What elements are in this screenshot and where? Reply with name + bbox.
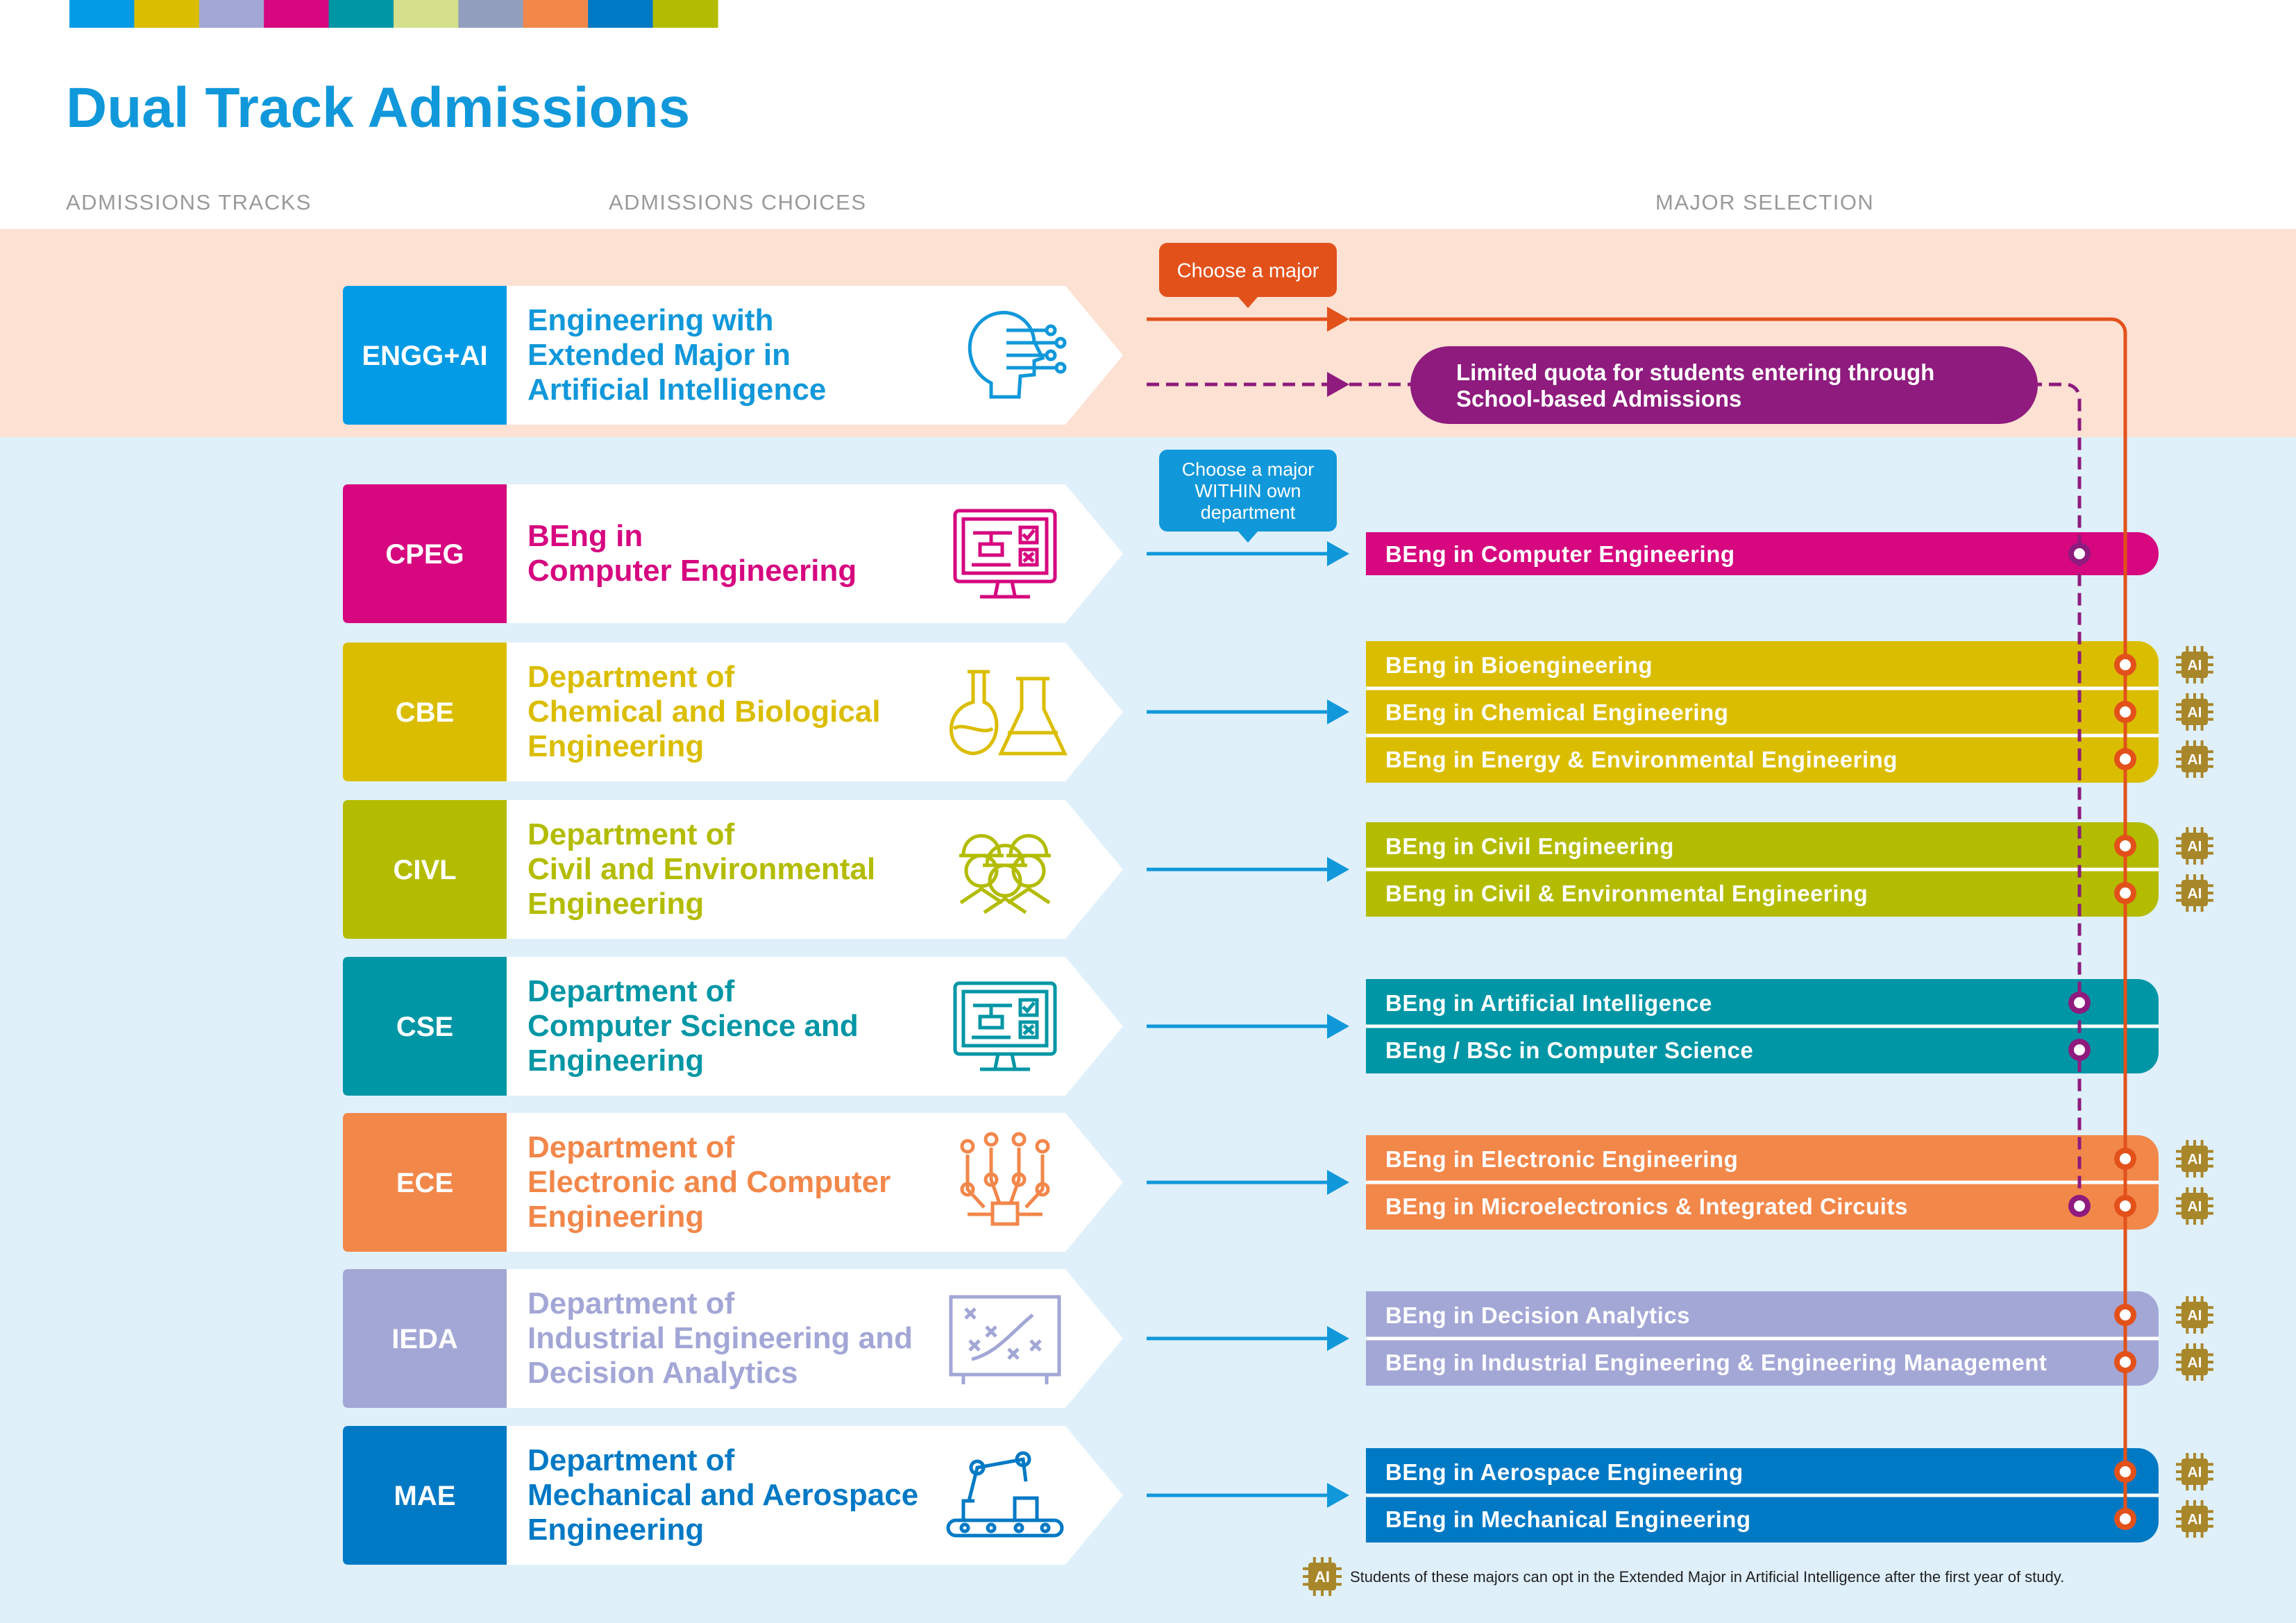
path-node-center <box>2120 887 2131 899</box>
header-admissions-tracks: ADMISSIONS TRACKS <box>66 190 312 214</box>
choice-name-line: Engineering <box>527 1044 704 1078</box>
choice-code: CBE <box>395 697 455 728</box>
choice-name-line: Engineering <box>527 1200 704 1234</box>
choice-code: IEDA <box>391 1324 458 1354</box>
choice-name-line: Mechanical and Aerospace <box>527 1478 919 1512</box>
stripe-segment <box>394 0 459 28</box>
major-name: BEng in Energy & Environmental Engineering <box>1385 747 1898 772</box>
major-name: BEng in Bioengineering <box>1385 652 1653 678</box>
choice-name-line: Department of <box>527 1443 735 1477</box>
major-name: BEng / BSc in Computer Science <box>1385 1037 1754 1063</box>
ai-badge-label: AI <box>2187 838 2202 855</box>
choice-name-line: Civil and Environmental <box>527 852 876 886</box>
choice-code: MAE <box>394 1481 456 1511</box>
stripe-segment <box>523 0 589 28</box>
path-node-center <box>2120 1309 2131 1320</box>
choice-card-cpeg <box>343 484 1123 623</box>
ai-badge-label: AI <box>2187 1354 2202 1371</box>
choice-card-enggai <box>343 286 1123 425</box>
ai-badge-label: AI <box>2187 704 2202 721</box>
stripe-segment <box>199 0 264 28</box>
choice-name-line: Decision Analytics <box>527 1356 798 1390</box>
ai-badge-label: AI <box>2187 657 2202 674</box>
major-name: BEng in Computer Engineering <box>1385 541 1735 567</box>
choice-name-line: Department of <box>527 660 735 694</box>
header-admissions-choices: ADMISSIONS CHOICES <box>609 190 867 214</box>
choice-name-line: Department of <box>527 1286 735 1320</box>
ai-badge-label: AI <box>2187 1151 2202 1168</box>
choice-name-line: Electronic and Computer <box>527 1165 891 1199</box>
choice-name-line: Engineering <box>527 1513 704 1547</box>
ai-badge-label: AI <box>2187 1198 2202 1215</box>
path-node-center <box>2074 548 2085 559</box>
path-node-center <box>2074 997 2085 1008</box>
stripe-segment <box>264 0 329 28</box>
choice-name-line: Artificial Intelligence <box>527 373 827 407</box>
choice-name-line: Engineering with <box>527 303 774 337</box>
major-name: BEng in Civil Engineering <box>1385 833 1674 859</box>
choice-name-line: Engineering <box>527 729 704 763</box>
major-name: BEng in Decision Analytics <box>1385 1302 1691 1328</box>
path-node-center <box>2120 706 2131 717</box>
header-major-selection: MAJOR SELECTION <box>1655 190 1875 214</box>
stripe-segment <box>329 0 394 28</box>
ai-badge-label: AI <box>2187 1464 2202 1481</box>
path-node-center <box>2074 1044 2085 1055</box>
callout-choose-within-department-text-line: WITHIN own <box>1195 480 1301 502</box>
ai-badge-label: AI <box>2187 1307 2202 1324</box>
choice-card-cbe <box>343 643 1123 781</box>
callout-limited-quota <box>1410 346 2038 424</box>
callout-choose-major-text-line: Choose a major <box>1176 260 1319 282</box>
callout-limited-quota-text-line: Limited quota for students entering through <box>1456 359 1935 385</box>
stripe-segment <box>134 0 199 28</box>
major-group <box>1366 822 2159 917</box>
choice-code: CIVL <box>393 855 457 885</box>
choice-name-line: Extended Major in <box>527 338 791 372</box>
major-name: BEng in Chemical Engineering <box>1385 699 1729 725</box>
choice-card-cse <box>343 957 1123 1096</box>
path-node-center <box>2074 1200 2085 1212</box>
callout-choose-within-department-text-line: department <box>1200 502 1296 523</box>
callout-choose-within-department <box>1159 450 1337 543</box>
path-node-center <box>2120 659 2131 670</box>
choice-code: CPEG <box>385 539 464 570</box>
choice-card-ieda <box>343 1269 1123 1408</box>
stripe-segment <box>588 0 653 28</box>
choice-name-line: Department of <box>527 1130 735 1164</box>
major-group <box>1366 1291 2159 1386</box>
callout-choose-major-text <box>1177 260 1319 282</box>
stripe-segment <box>458 0 523 28</box>
major-name: BEng in Microelectronics & Integrated Circuits <box>1385 1193 1908 1219</box>
path-node-center <box>2120 1513 2131 1524</box>
path-node-center <box>2120 1466 2131 1477</box>
major-name: BEng in Mechanical Engineering <box>1385 1506 1751 1532</box>
choice-code: ENGG+AI <box>362 341 488 371</box>
choice-name-line: Computer Science and <box>527 1009 859 1043</box>
page-title: Dual Track Admissions <box>66 76 691 139</box>
choice-name-line: Department of <box>527 974 735 1008</box>
choice-name-line: Computer Engineering <box>527 554 857 588</box>
callout-limited-quota-text-line: School-based Admissions <box>1456 386 1742 411</box>
major-group <box>1366 1448 2159 1543</box>
path-node-center <box>2120 1153 2131 1164</box>
choice-name-line: Industrial Engineering and <box>527 1321 913 1355</box>
choice-card-mae <box>343 1426 1123 1565</box>
callout-choose-within-department-text-line: Choose a major <box>1181 459 1315 480</box>
ai-badge-label: AI <box>1315 1568 1330 1586</box>
path-node-center <box>2120 1357 2131 1368</box>
path-node-center <box>2120 754 2131 765</box>
callout-choose-within-department-text <box>1182 459 1315 523</box>
path-node-center <box>2120 840 2131 851</box>
stripe-segment <box>69 0 135 28</box>
stripe-segment <box>653 0 718 28</box>
major-name: BEng in Aerospace Engineering <box>1385 1459 1744 1485</box>
major-group <box>1366 1135 2159 1230</box>
major-name: BEng in Civil & Environmental Engineering <box>1385 881 1868 906</box>
choice-name-line: Chemical and Biological <box>527 695 881 729</box>
major-group <box>1366 532 2159 575</box>
color-stripe-bar <box>69 0 718 28</box>
footnote-text: Students of these majors can opt in the Extended Major in Artificial Intelligence after the first year of study. <box>1350 1568 2065 1586</box>
choice-name-line: BEng in <box>527 519 643 553</box>
major-group <box>1366 641 2159 783</box>
path-node-center <box>2120 1200 2131 1212</box>
choice-card-civl <box>343 800 1123 939</box>
major-name: BEng in Electronic Engineering <box>1385 1146 1739 1172</box>
ai-badge-label: AI <box>2187 885 2202 902</box>
choice-code: ECE <box>396 1168 454 1198</box>
choice-card-ece <box>343 1113 1123 1252</box>
ai-badge-label: AI <box>2187 1511 2202 1528</box>
major-group <box>1366 979 2159 1073</box>
major-name: BEng in Industrial Engineering & Engineering Management <box>1385 1350 2048 1375</box>
major-name: BEng in Artificial Intelligence <box>1385 990 1712 1016</box>
choice-name-line: Department of <box>527 817 735 851</box>
callout-limited-quota-box <box>1410 346 2038 424</box>
ai-badge-label: AI <box>2187 751 2202 768</box>
choice-name-line: Engineering <box>527 887 704 921</box>
choice-code: CSE <box>396 1012 454 1042</box>
